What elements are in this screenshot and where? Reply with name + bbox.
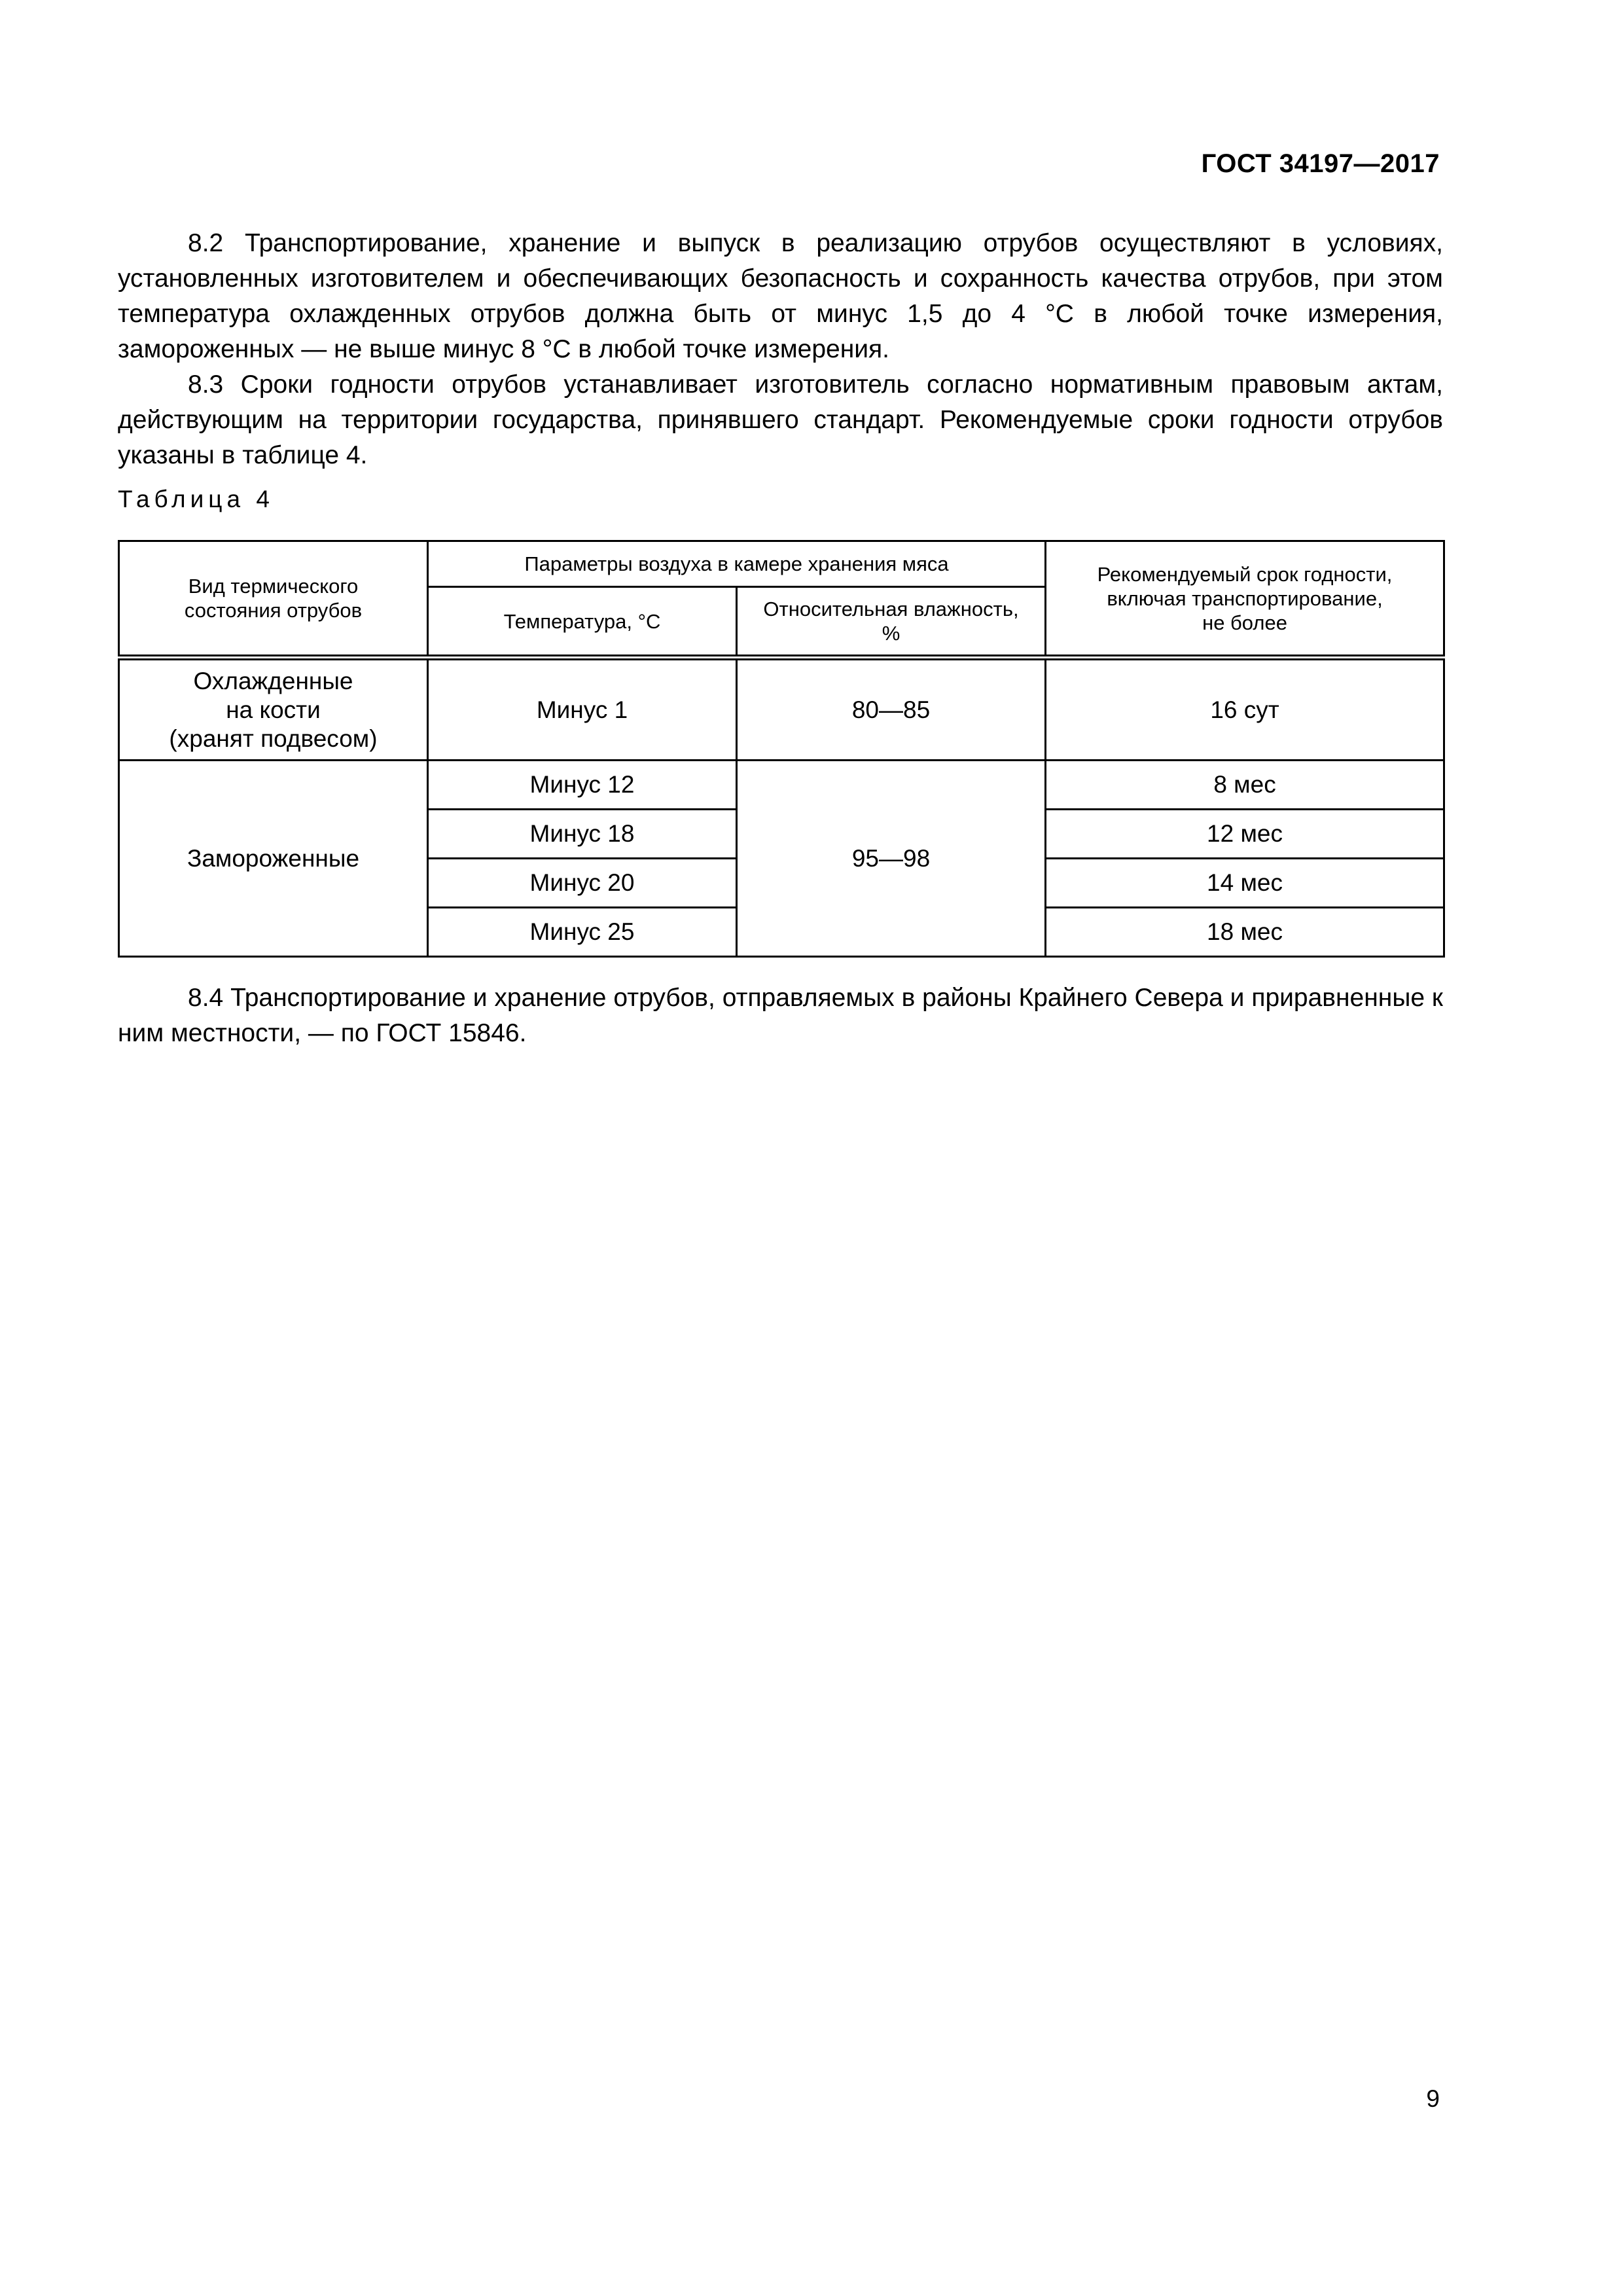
- table-row: [119, 761, 1444, 810]
- paragraph-8-3: 8.3 Сроки годности отрубов устанавливает изготовитель согласно нормативным правовым актам, действующим на территории государства, принявшего стандарт. Рекомендуемые сроки годности отрубов указаны в таблице 4.: [118, 370, 1443, 469]
- cell-humidity-frozen: 95—98: [737, 761, 1046, 957]
- paragraph-8-4: 8.4 Транспортирование и хранение отрубов, отправляемых в районы Крайнего Севера и приравненные к ним местности, — по ГОСТ 15846.: [118, 984, 1443, 1047]
- page-number: 9: [1426, 2085, 1440, 2112]
- cell-temperature: Минус 1: [428, 658, 737, 761]
- shelf-life-table: [118, 540, 1445, 958]
- header-air-params: Параметры воздуха в камере хранения мяса: [428, 541, 1046, 587]
- cell-shelf-life: 14 мес: [1046, 859, 1444, 908]
- cell-shelf-life: 12 мес: [1046, 810, 1444, 859]
- cell-temperature: Минус 20: [428, 859, 737, 908]
- cell-shelf-life: 18 мес: [1046, 908, 1444, 957]
- cell-state-frozen: Замороженные: [119, 761, 428, 957]
- cell-state-chilled: Охлажденные на кости (хранят подвесом): [119, 658, 428, 761]
- table-caption: Таблица 4: [118, 486, 274, 512]
- section-text-top: [118, 226, 1443, 473]
- cell-shelf-life: 8 мес: [1046, 761, 1444, 810]
- table-row: [119, 658, 1444, 761]
- header-thermal-state: Вид термического состояния отрубов: [119, 541, 428, 658]
- header-shelf-life: Рекомендуемый срок годности, включая транспортирование, не более: [1046, 541, 1444, 658]
- header-temperature: Температура, °С: [428, 587, 737, 658]
- cell-temperature: Минус 18: [428, 810, 737, 859]
- section-text-bottom: [118, 980, 1443, 1051]
- cell-temperature: Минус 12: [428, 761, 737, 810]
- cell-temperature: Минус 25: [428, 908, 737, 957]
- cell-shelf-life: 16 сут: [1046, 658, 1444, 761]
- paragraph-8-2: 8.2 Транспортирование, хранение и выпуск в реализацию отрубов осуществляют в условиях, установленных изготовителем и обеспечивающих безопасность и сохранность качества отрубов, при этом температура охлажденных отрубов должна быть от минус 1,5 до 4 °С в любой точке измерения, замороженных — не выше минус 8 °С в любой точке измерения.: [118, 229, 1443, 363]
- cell-humidity: 80—85: [737, 658, 1046, 761]
- standard-header: ГОСТ 34197—2017: [1201, 149, 1440, 178]
- header-humidity: Относительная влажность, %: [737, 587, 1046, 658]
